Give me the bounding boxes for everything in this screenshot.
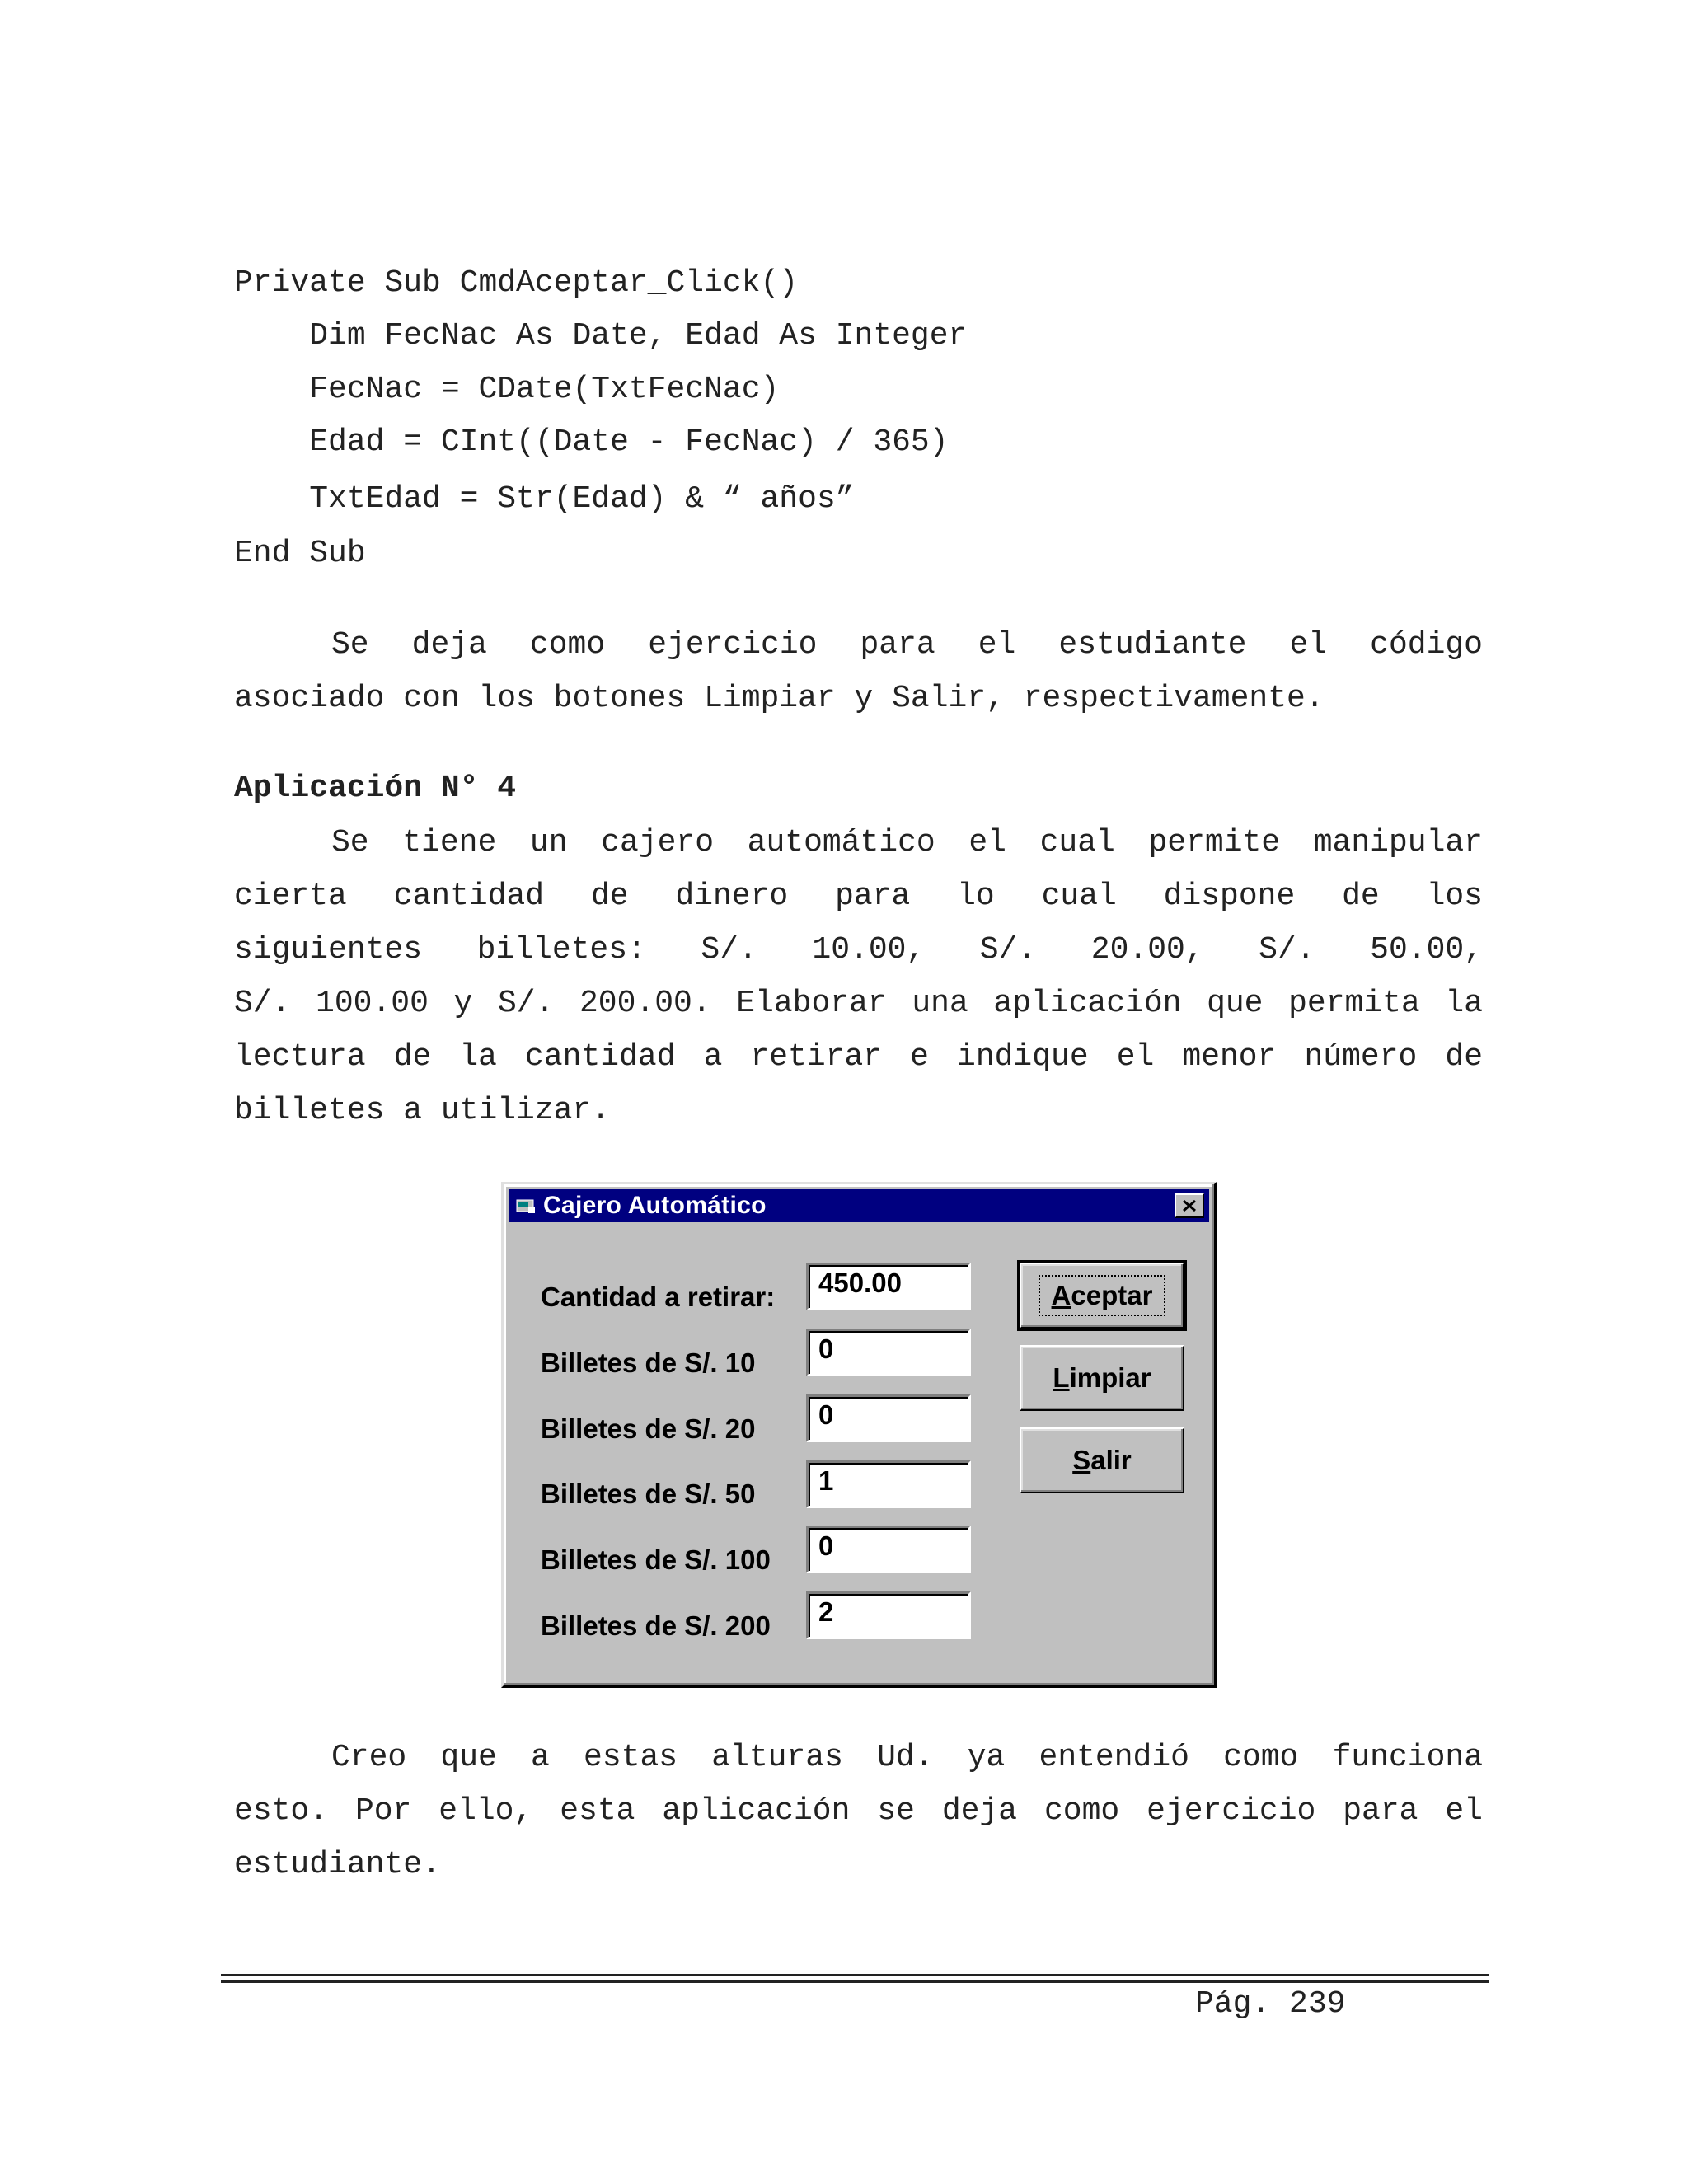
para2-line6: billetes a utilizar. — [234, 1093, 611, 1128]
page-number: Pág. 239 — [1195, 1986, 1346, 2022]
aceptar-button[interactable]: Aceptar — [1020, 1263, 1184, 1329]
billetes-20-field[interactable]: 0 — [806, 1394, 971, 1442]
code-line-3: FecNac = CDate(TxtFecNac) — [234, 372, 780, 407]
limpiar-button[interactable]: L impiar — [1020, 1345, 1184, 1411]
paragraph-exercise-note — [234, 618, 1483, 725]
app-icon — [515, 1197, 537, 1215]
dialog-title: Cajero Automático — [543, 1192, 767, 1219]
section-heading: Aplicación N° 4 — [234, 771, 517, 806]
para1-line1: Se deja como ejercicio para el estudiante el código — [331, 627, 1483, 663]
label-billetes-100: Billetes de S/. 100 — [541, 1544, 771, 1575]
dialog-titlebar[interactable] — [509, 1189, 1209, 1222]
code-line-2: Dim FecNac As Date, Edad As Integer — [234, 318, 968, 354]
paragraph-problem — [234, 816, 1483, 1137]
salir-button[interactable]: S alir — [1020, 1427, 1184, 1493]
para3-line3: estudiante. — [234, 1847, 441, 1882]
para2-line4: S/. 100.00 y S/. 200.00. Elaborar una aplicación que permita la — [234, 986, 1483, 1021]
para1-line2: asociado con los botones Limpiar y Salir, respectivamente. — [234, 681, 1325, 716]
para3-line2: esto. Por ello, esta aplicación se deja como ejercicio para el — [234, 1793, 1483, 1829]
label-billetes-10: Billetes de S/. 10 — [541, 1347, 756, 1378]
para2-line3: siguientes billetes: S/. 10.00, S/. 20.00, S/. 50.00, — [234, 932, 1483, 968]
footer-rule-top — [221, 1974, 1489, 1976]
cajero-dialog — [501, 1182, 1217, 1688]
cantidad-input[interactable]: 450.00 — [806, 1263, 971, 1310]
billetes-100-field[interactable]: 0 — [806, 1526, 971, 1573]
label-billetes-200: Billetes de S/. 200 — [541, 1610, 771, 1641]
paragraph-conclusion — [234, 1731, 1483, 1891]
label-cantidad: Cantidad a retirar: — [541, 1282, 776, 1312]
close-button[interactable] — [1175, 1193, 1204, 1218]
billetes-10-field[interactable]: 0 — [806, 1329, 971, 1376]
code-line-1: Private Sub CmdAceptar_Click() — [234, 265, 799, 301]
label-billetes-50: Billetes de S/. 50 — [541, 1479, 756, 1509]
para3-line1: Creo que a estas alturas Ud. ya entendió como funciona — [331, 1740, 1483, 1775]
close-icon — [1180, 1198, 1198, 1213]
label-billetes-20: Billetes de S/. 20 — [541, 1413, 756, 1444]
code-line-6: End Sub — [234, 536, 366, 571]
footer-rule-bottom — [221, 1980, 1489, 1983]
code-line-4: Edad = CInt((Date - FecNac) / 365) — [234, 424, 949, 460]
code-line-5: TxtEdad = Str(Edad) & “ años” — [234, 481, 855, 517]
para2-line1: Se tiene un cajero automático el cual permite manipular — [331, 825, 1483, 860]
billetes-200-field[interactable]: 2 — [806, 1591, 971, 1639]
para2-line5: lectura de la cantidad a retirar e indique el menor número de — [234, 1039, 1483, 1075]
para2-line2: cierta cantidad de dinero para lo cual dispone de los — [234, 879, 1483, 914]
billetes-50-field[interactable]: 1 — [806, 1460, 971, 1508]
